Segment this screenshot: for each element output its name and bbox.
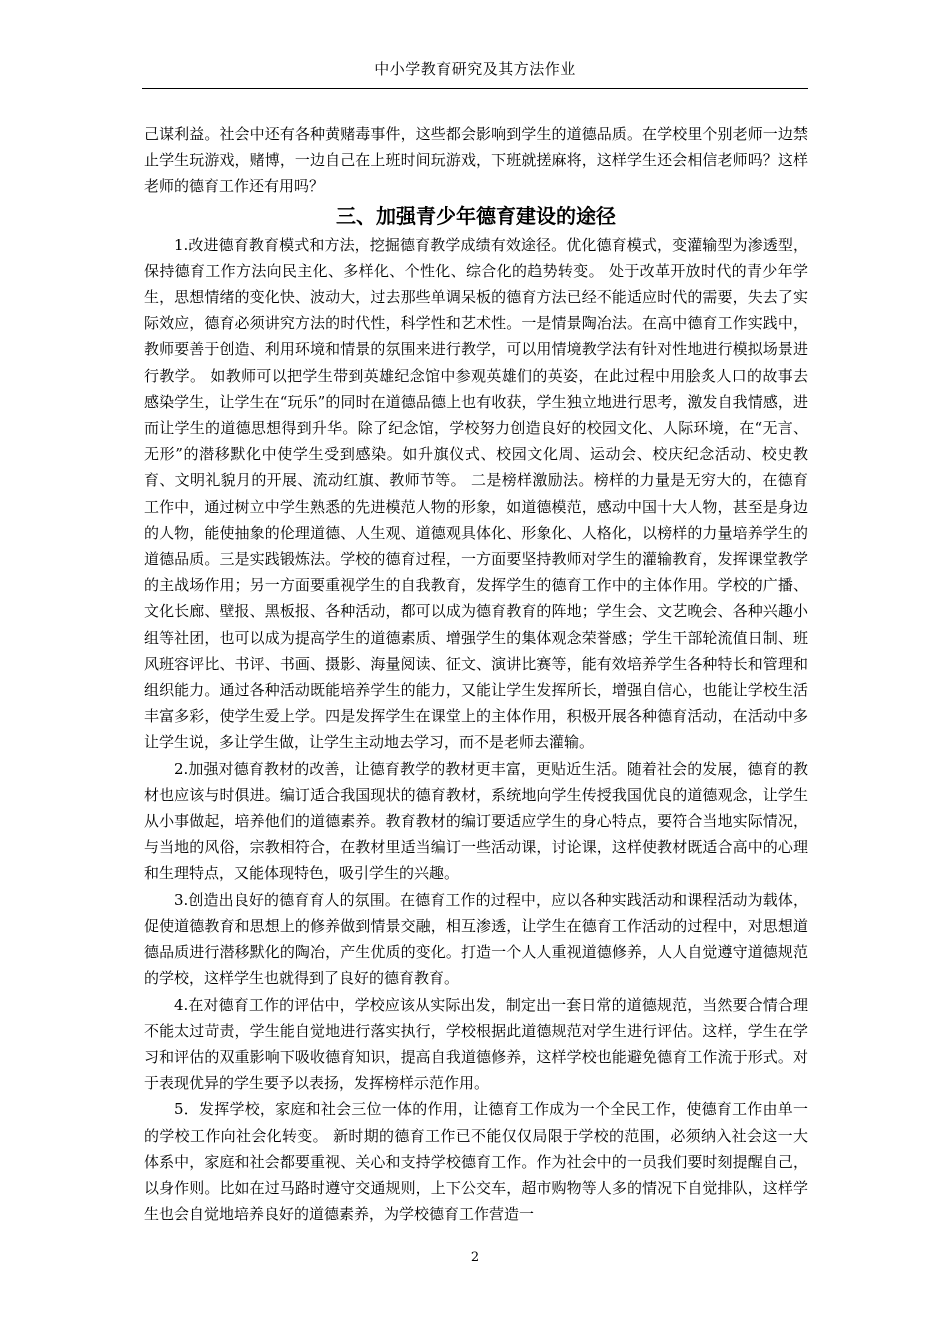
intro-paragraph: 己谋利益。社会中还有各种黄赌毒事件，这些都会影响到学生的道德品质。在学校里个别老师一边禁止学生玩游戏，赌博，一边自己在上班时间玩游戏，下班就搓麻将，这样学生还会相信老师吗？这样老师的德育工作还有用吗？ bbox=[144, 125, 808, 196]
running-header: 中小学教育研究及其方法作业 bbox=[374, 60, 576, 78]
paragraph-2: 2.加强对德育教材的改善，让德育教学的教材更丰富，更贴近生活。随着社会的发展，德育的教材也应该与时俱进。编订适合我国现状的德育教材，系统地向学生传授我国优良的道德观念，让学生从小事做起，培养他们的道德素养。教育教材的编订要适应学生的身心特点，要符合当地实际情况，与当地的风俗，宗教相符合，在教材里适当编订一些活动课，讨论课，这样使教材既适合高中的心理和生理特点，又能体现特色，吸引学生的兴趣。 bbox=[144, 759, 808, 883]
document-body bbox=[144, 121, 808, 1227]
page-number: 2 bbox=[470, 1250, 480, 1265]
paragraph-1: 1.改进德育教育模式和方法，挖掘德育教学成绩有效途径。优化德育模式，变灌输型为渗透型，保持德育工作方法向民主化、多样化、个性化、综合化的趋势转变。 处于改革开放时代的青少年学生，思想情绪的变化快、波动大，过去那些单调呆板的德育方法已经不能适应时代的需要，失去了实际效应，德育必须讲究方法的时代性，科学性和艺术性。一是情景陶冶法。在高中德育工作实践中，教师要善于创造、利用环境和情景的氛围来进行教学，可以用情境教学法有针对性地进行模拟场景进行教学。 如教师可以把学生带到英雄纪念馆中参观英雄们的英姿，在此过程中用脍炙人口的故事去感染学生，让学生在“玩乐”的同时在道德品德上也有收获，学生独立地进行思考，激发自我情感，进而让学生的道德思想得到升华。除了纪念馆，学校努力创造良好的校园文化、人际环境，在“无言、无形”的潜移默化中使学生受到感染。如升旗仪式、校园文化周、运动会、校庆纪念活动、校史教育、文明礼貌月的开展、流动红旗、教师节等。 二是榜样激励法。榜样的力量是无穷大的，在德育工作中，通过树立中学生熟悉的先进模范人物的形象，如道德模范，感动中国十大人物，甚至是身边的人物，能使抽象的伦理道德、人生观、道德观具体化、形象化、人格化，以榜样的力量培养学生的道德品质。三是实践锻炼法。学校的德育过程，一方面要坚持教师对学生的灌输教育，发挥课堂教学的主战场作用；另一方面要重视学生的自我教育，发挥学生的德育工作中的主体作用。学校的广播、文化长廊、壁报、黑板报、各种活动，都可以成为德育教育的阵地；学生会、文艺晚会、各种兴趣小组等社团，也可以成为提高学生的道德素质、增强学生的集体观念荣誉感；学生干部轮流值日制、班风班容评比、书评、书画、摄影、海量阅读、征文、演讲比赛等，能有效培养学生各种特长和管理和组织能力。通过各种活动既能培养学生的能力，又能让学生发挥所长，增强自信心，也能让学校生活丰富多彩，使学生爱上学。四是发挥学生在课堂上的主体作用，积极开展各种德育活动，在活动中多让学生说，多让学生做，让学生主动地去学习，而不是老师去灌输。 bbox=[144, 235, 808, 752]
section-heading: 三、加强青少年德育建设的途径 bbox=[336, 203, 616, 228]
paragraph-5: 5．发挥学校，家庭和社会三位一体的作用，让德育工作成为一个全民工作，使德育工作由单一的学校工作向社会化转变。 新时期的德育工作已不能仅仅局限于学校的范围，必须纳入社会这一大体系中，家庭和社会都要重视、关心和支持学校德育工作。作为社会中的一员我们要时刻提醒自己，以身作则。比如在过马路时遵守交通规则，上下公交车，超市购物等人多的情况下自觉排队，这样学生也会自觉地培养良好的道德素养，为学校德育工作营造一 bbox=[144, 1100, 808, 1224]
paragraph-3: 3.创造出良好的德育育人的氛围。在德育工作的过程中，应以各种实践活动和课程活动为载体，促使道德教育和思想上的修养做到情景交融，相互渗透，让学生在德育工作活动的过程中，对思想道德品质进行潜移默化的陶冶，产生优质的变化。打造一个人人重视道德修养，人人自觉遵守道德规范的学校，这样学生也就得到了良好的德育教育。 bbox=[144, 890, 808, 988]
paragraph-4: 4.在对德育工作的评估中，学校应该从实际出发，制定出一套日常的道德规范，当然要合情合理不能太过苛责，学生能自觉地进行落实执行，学校根据此道德规范对学生进行评估。这样，学生在学习和评估的双重影响下吸收德育知识，提高自我道德修养，这样学校也能避免德育工作流于形式。对于表现优异的学生要予以表扬，发挥榜样示范作用。 bbox=[144, 995, 808, 1093]
header-rule bbox=[142, 88, 808, 89]
